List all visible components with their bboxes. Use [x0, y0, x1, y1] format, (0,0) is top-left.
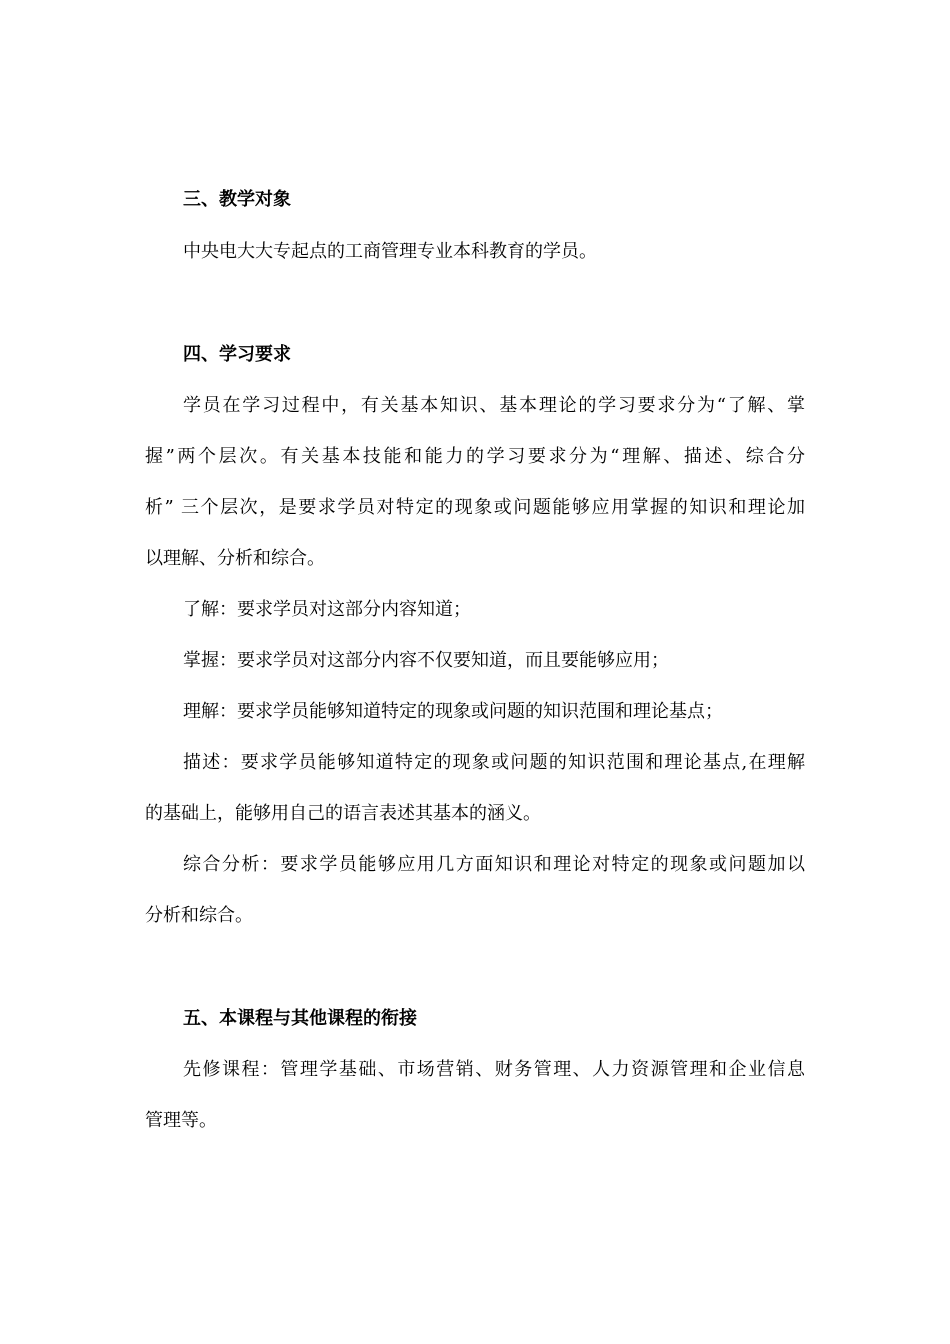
- section-4-intro-line-2: 握”两个层次。有关基本技能和能力的学习要求分为“理解、描述、综合分: [145, 446, 805, 467]
- requirement-describe-line-1: 描述：要求学员能够知道特定的现象或问题的知识范围和理论基点,在理解: [183, 752, 805, 773]
- prerequisite-line-1: 先修课程：管理学基础、市场营销、财务管理、人力资源管理和企业信息: [183, 1059, 805, 1080]
- requirement-analyze-line-2: 分析和综合。: [145, 905, 253, 926]
- requirement-describe-line-2: 的基础上，能够用自己的语言表述其基本的涵义。: [145, 803, 541, 824]
- requirement-analyze-line-1: 综合分析：要求学员能够应用几方面知识和理论对特定的现象或问题加以: [183, 854, 805, 875]
- requirement-understand: 了解：要求学员对这部分内容知道；: [183, 599, 471, 620]
- section-4-intro-line-3: 析” 三个层次，是要求学员对特定的现象或问题能够应用掌握的知识和理论加: [145, 497, 805, 518]
- section-4-intro-line-4: 以理解、分析和综合。: [145, 548, 325, 569]
- section-5-heading: 五、本课程与其他课程的衔接: [183, 1008, 417, 1029]
- section-3-body: 中央电大大专起点的工商管理专业本科教育的学员。: [183, 241, 597, 262]
- requirement-master: 掌握：要求学员对这部分内容不仅要知道，而且要能够应用；: [183, 650, 669, 671]
- section-3-heading: 三、教学对象: [183, 189, 291, 210]
- section-4-heading: 四、学习要求: [183, 344, 291, 365]
- requirement-comprehend: 理解：要求学员能够知道特定的现象或问题的知识范围和理论基点；: [183, 701, 723, 722]
- section-4-intro-line-1: 学员在学习过程中，有关基本知识、基本理论的学习要求分为“了解、掌: [183, 395, 805, 416]
- prerequisite-line-2: 管理等。: [145, 1110, 217, 1131]
